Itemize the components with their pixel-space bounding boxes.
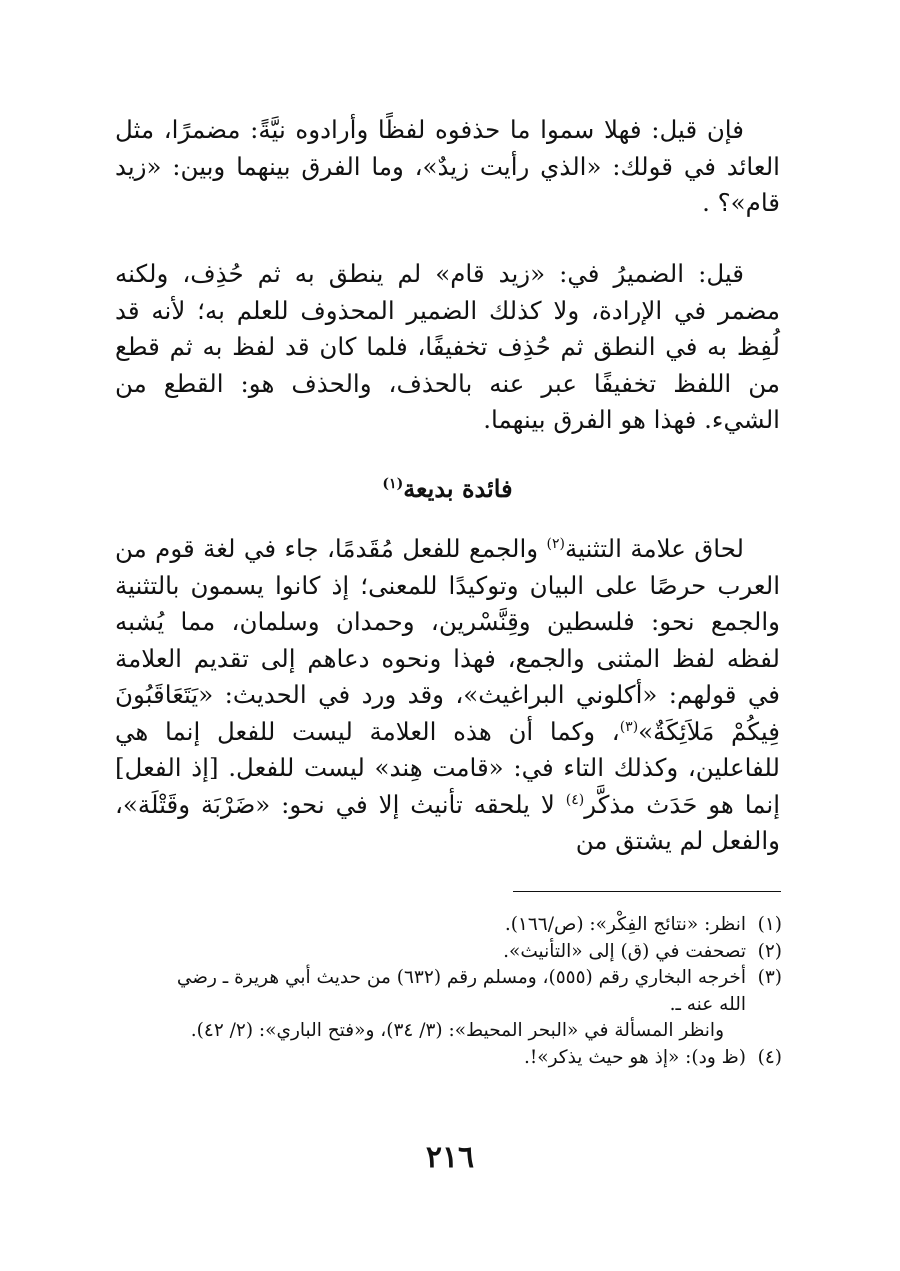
- footnote-ref-1[interactable]: (١): [382, 476, 404, 492]
- section-heading-text: فائدة بديعة: [403, 474, 513, 503]
- paragraph-benefit-text: [115, 531, 780, 860]
- footnote-number: (٢): [757, 940, 782, 962]
- paragraph-answer-text: [115, 256, 780, 439]
- footnote-extra: وانظر المسألة في «البحر المحيط»: (٣/ ٣٤)، و«فتح الباري»: (٢/ ٤٢).: [190, 1020, 724, 1041]
- text-line: العرب حرصًا على البيان وتوكيدًا للمعنى؛ إذ كانوا يسمون بالتثنية: [115, 570, 780, 600]
- text-line: قام»؟ .: [702, 188, 780, 217]
- footnote-text: تصحفت في (ق) إلى «التأنيث».: [503, 940, 746, 962]
- footnote-item: [112, 912, 782, 939]
- text-line: في: «قامت هِند» ليست للفعل. [إذ الفعل] إنما هو حَدَث مذكَّر: [115, 753, 780, 819]
- text-line: لا يلحقه تأنيث إلا في نحو: «ضَرْبَة وقَتْلَة»، والفعل لم يشتق من: [115, 789, 780, 855]
- text-line: العائد في قولك: «الذي رأيت زيدٌ»، وما الفرق بينهما وبين: «زيد: [115, 151, 780, 181]
- footnote-ref-4[interactable]: (٤): [565, 791, 585, 808]
- section-heading: [115, 472, 780, 506]
- text-line: في النطق ثم حُذِف تخفيفًا، فلما كان قد لفظ به ثم قطع من اللفظ: [115, 332, 780, 398]
- text-line: وكما أن هذه العلامة ليست للفعل إنما هي للفاعلين، وكذلك التاء: [115, 716, 781, 782]
- text-line: «أكلوني البراغيث»، وقد ورد في الحديث: «يَتَعَاقَبُونَ فِيكُمْ مَلاَئِكَةٌ»: [115, 680, 781, 746]
- footnote-continuation: الله عنه ـ.: [669, 993, 746, 1015]
- paragraph-question-text: [115, 112, 780, 222]
- footnote-number: (٤): [757, 1046, 782, 1068]
- footnote-number: (١): [757, 914, 782, 935]
- paragraph-answer: [115, 256, 780, 439]
- footnote-item: [112, 939, 782, 966]
- paragraph-question: [115, 112, 780, 222]
- footnotes-section: [112, 912, 782, 1071]
- text-line: فإن قيل: فهلا سموا ما حذفوه لفظًا وأرادوه نيَّةً: مضمرًا، مثل: [115, 115, 744, 144]
- footnote-ref-3[interactable]: (٣): [619, 718, 639, 735]
- footnote-item: [112, 965, 782, 992]
- text-line: في الإرادة، ولا كذلك الضمير المحذوف للعلم به؛ لأنه قد لُفِظ به: [115, 295, 780, 361]
- text-line: والجمع نحو: فلسطين وقِنَّسْرين، وحمدان وسلمان، مما يُشبه لفظه: [115, 607, 780, 673]
- text-line: ،: [611, 716, 620, 746]
- text-line: الفرق بينهما.: [483, 405, 613, 434]
- text-line: لحاق علامة التثنية: [564, 534, 744, 563]
- text-line: تخفيفًا عبر عنه بالحذف، والحذف هو: القطع من الشيء. فهذا هو: [115, 368, 780, 434]
- footnote-text: انظر: «نتائج الفِكْر»: (ص/١٦٦).: [504, 914, 746, 935]
- footnote-ref-2[interactable]: (٢): [546, 535, 565, 552]
- footnote-number: (٣): [757, 967, 782, 988]
- footnote-divider: [513, 891, 781, 892]
- text-line: والجمع للفعل مُقَدمًا، جاء في لغة قوم من: [115, 534, 547, 563]
- footnote-text: أخرجه البخاري رقم (٥٥٥)، ومسلم رقم (٦٣٢) من حديث أبي هريرة ـ رضي: [176, 967, 746, 988]
- footnote-item: [112, 1045, 782, 1072]
- page-number: ٢١٦: [425, 1140, 475, 1175]
- paragraph-benefit: [115, 531, 780, 860]
- text-line: قيل: الضميرُ في: «زيد قام» لم ينطق به ثم حُذِف، ولكنه مضمر: [115, 259, 780, 325]
- footnote-text: (ظ ود): «إذ هو حيث يذكر»!.: [523, 1046, 746, 1068]
- text-line: لفظ المثنى والجمع، فهذا ونحوه دعاهم إلى تقديم العلامة في قولهم:: [115, 643, 780, 709]
